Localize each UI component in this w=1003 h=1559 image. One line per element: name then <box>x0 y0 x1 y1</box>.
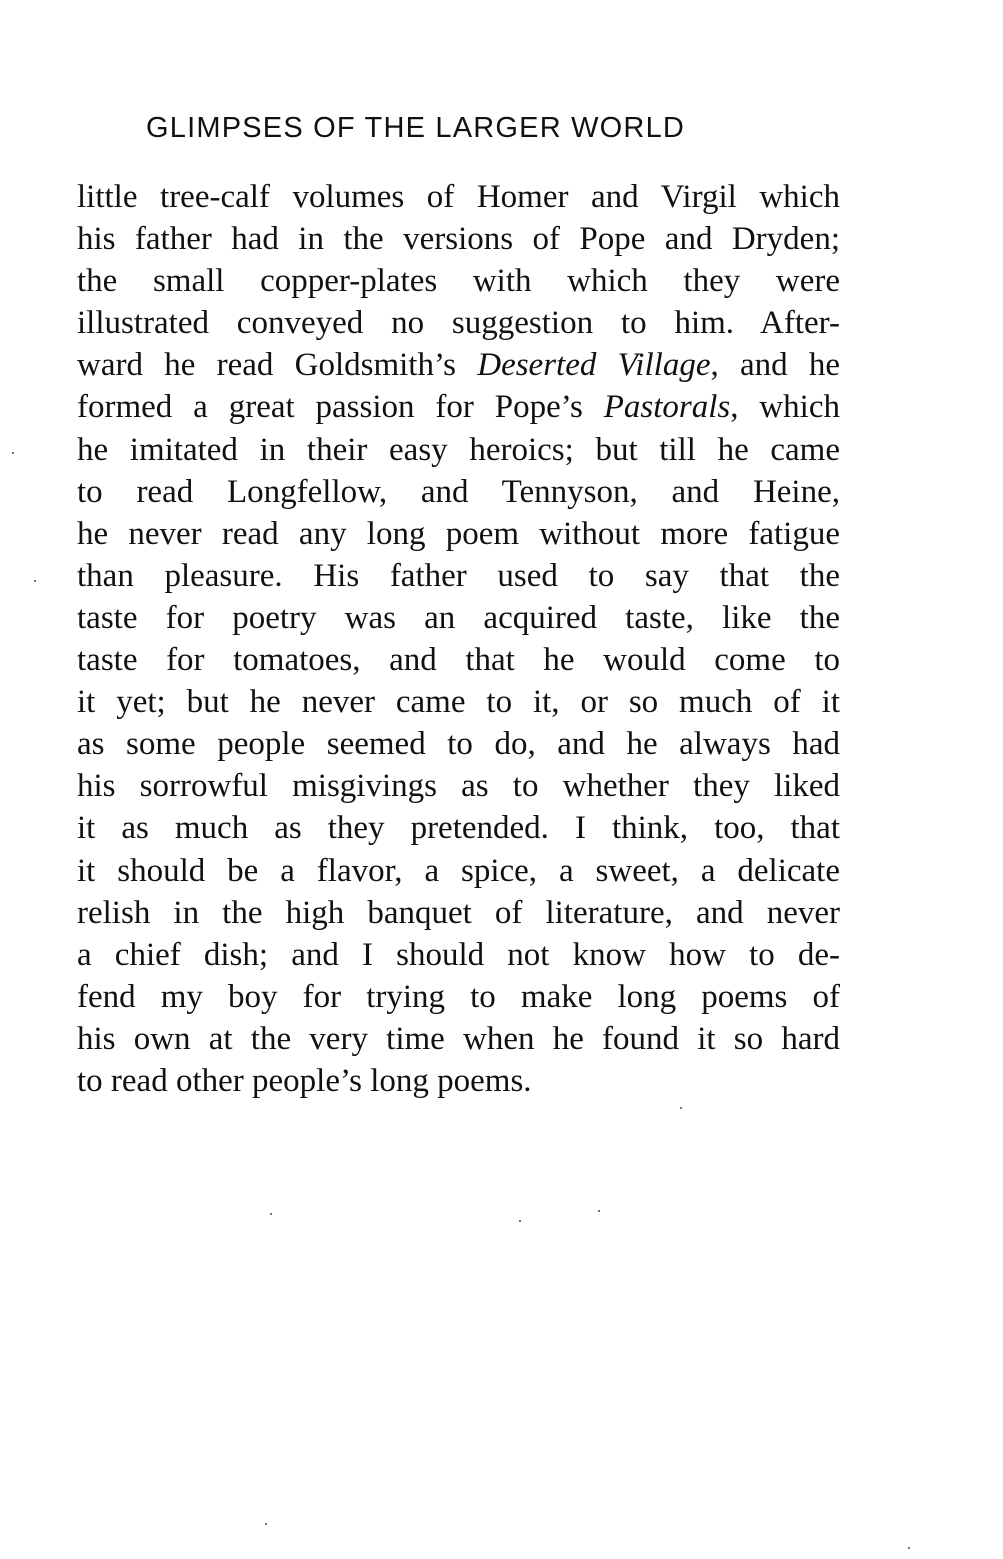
scan-speck <box>265 1523 267 1525</box>
text-segment: , and he <box>710 347 840 384</box>
text-line: he imitated in their easy heroics; but till he came <box>77 431 840 468</box>
text-line: little tree-calf volumes of Homer and Virgil which <box>77 179 840 215</box>
text-line: his father had in the versions of Pope and Dryden; <box>77 221 840 258</box>
running-head: GLIMPSES OF THE LARGER WORLD <box>146 112 686 144</box>
scan-speck <box>519 1220 521 1222</box>
scan-speck <box>270 1213 272 1215</box>
text-segment: ward he read Goldsmith’s <box>77 347 478 384</box>
text-line: he never read any long poem without more fatigue <box>77 515 840 552</box>
text-line: illustrated conveyed no suggestion to him. After- <box>77 305 840 342</box>
text-line: fend my boy for trying to make long poems of <box>77 978 840 1015</box>
text-line: than pleasure. His father used to say that the <box>77 557 840 594</box>
text-line: his sorrowful misgivings as to whether they liked <box>77 768 840 805</box>
text-line: as some people seemed to do, and he always had <box>77 726 840 763</box>
text-line: it should be a flavor, a spice, a sweet, a delicate <box>77 852 840 889</box>
scan-speck <box>12 452 14 454</box>
text-line: a chief dish; and I should not know how to de- <box>77 936 840 973</box>
text-line: it as much as they pretended. I think, too, that <box>77 810 840 847</box>
italic-title: Deserted Village <box>477 347 711 384</box>
text-line: to read Longfellow, and Tennyson, and Heine, <box>77 473 840 510</box>
text-line: taste for tomatoes, and that he would come to <box>77 642 840 679</box>
text-line: taste for poetry was an acquired taste, like the <box>77 599 840 636</box>
text-line: to read other people’s long poems. <box>77 1062 532 1099</box>
text-segment: , which <box>730 389 840 426</box>
italic-title: Pastorals <box>603 389 731 426</box>
scan-speck <box>598 1210 600 1212</box>
body-paragraph <box>77 176 840 1102</box>
text-line: his own at the very time when he found it so hard <box>77 1020 840 1057</box>
text-line <box>77 386 840 428</box>
text-line: the small copper-plates with which they were <box>77 263 840 300</box>
text-line: relish in the high banquet of literature, and never <box>77 894 840 931</box>
text-line: it yet; but he never came to it, or so much of it <box>77 684 840 721</box>
text-line <box>77 344 840 386</box>
scan-speck <box>34 580 36 582</box>
scan-speck <box>908 1547 910 1549</box>
scan-speck <box>680 1107 682 1109</box>
text-segment: formed a great passion for Pope’s <box>77 389 604 426</box>
